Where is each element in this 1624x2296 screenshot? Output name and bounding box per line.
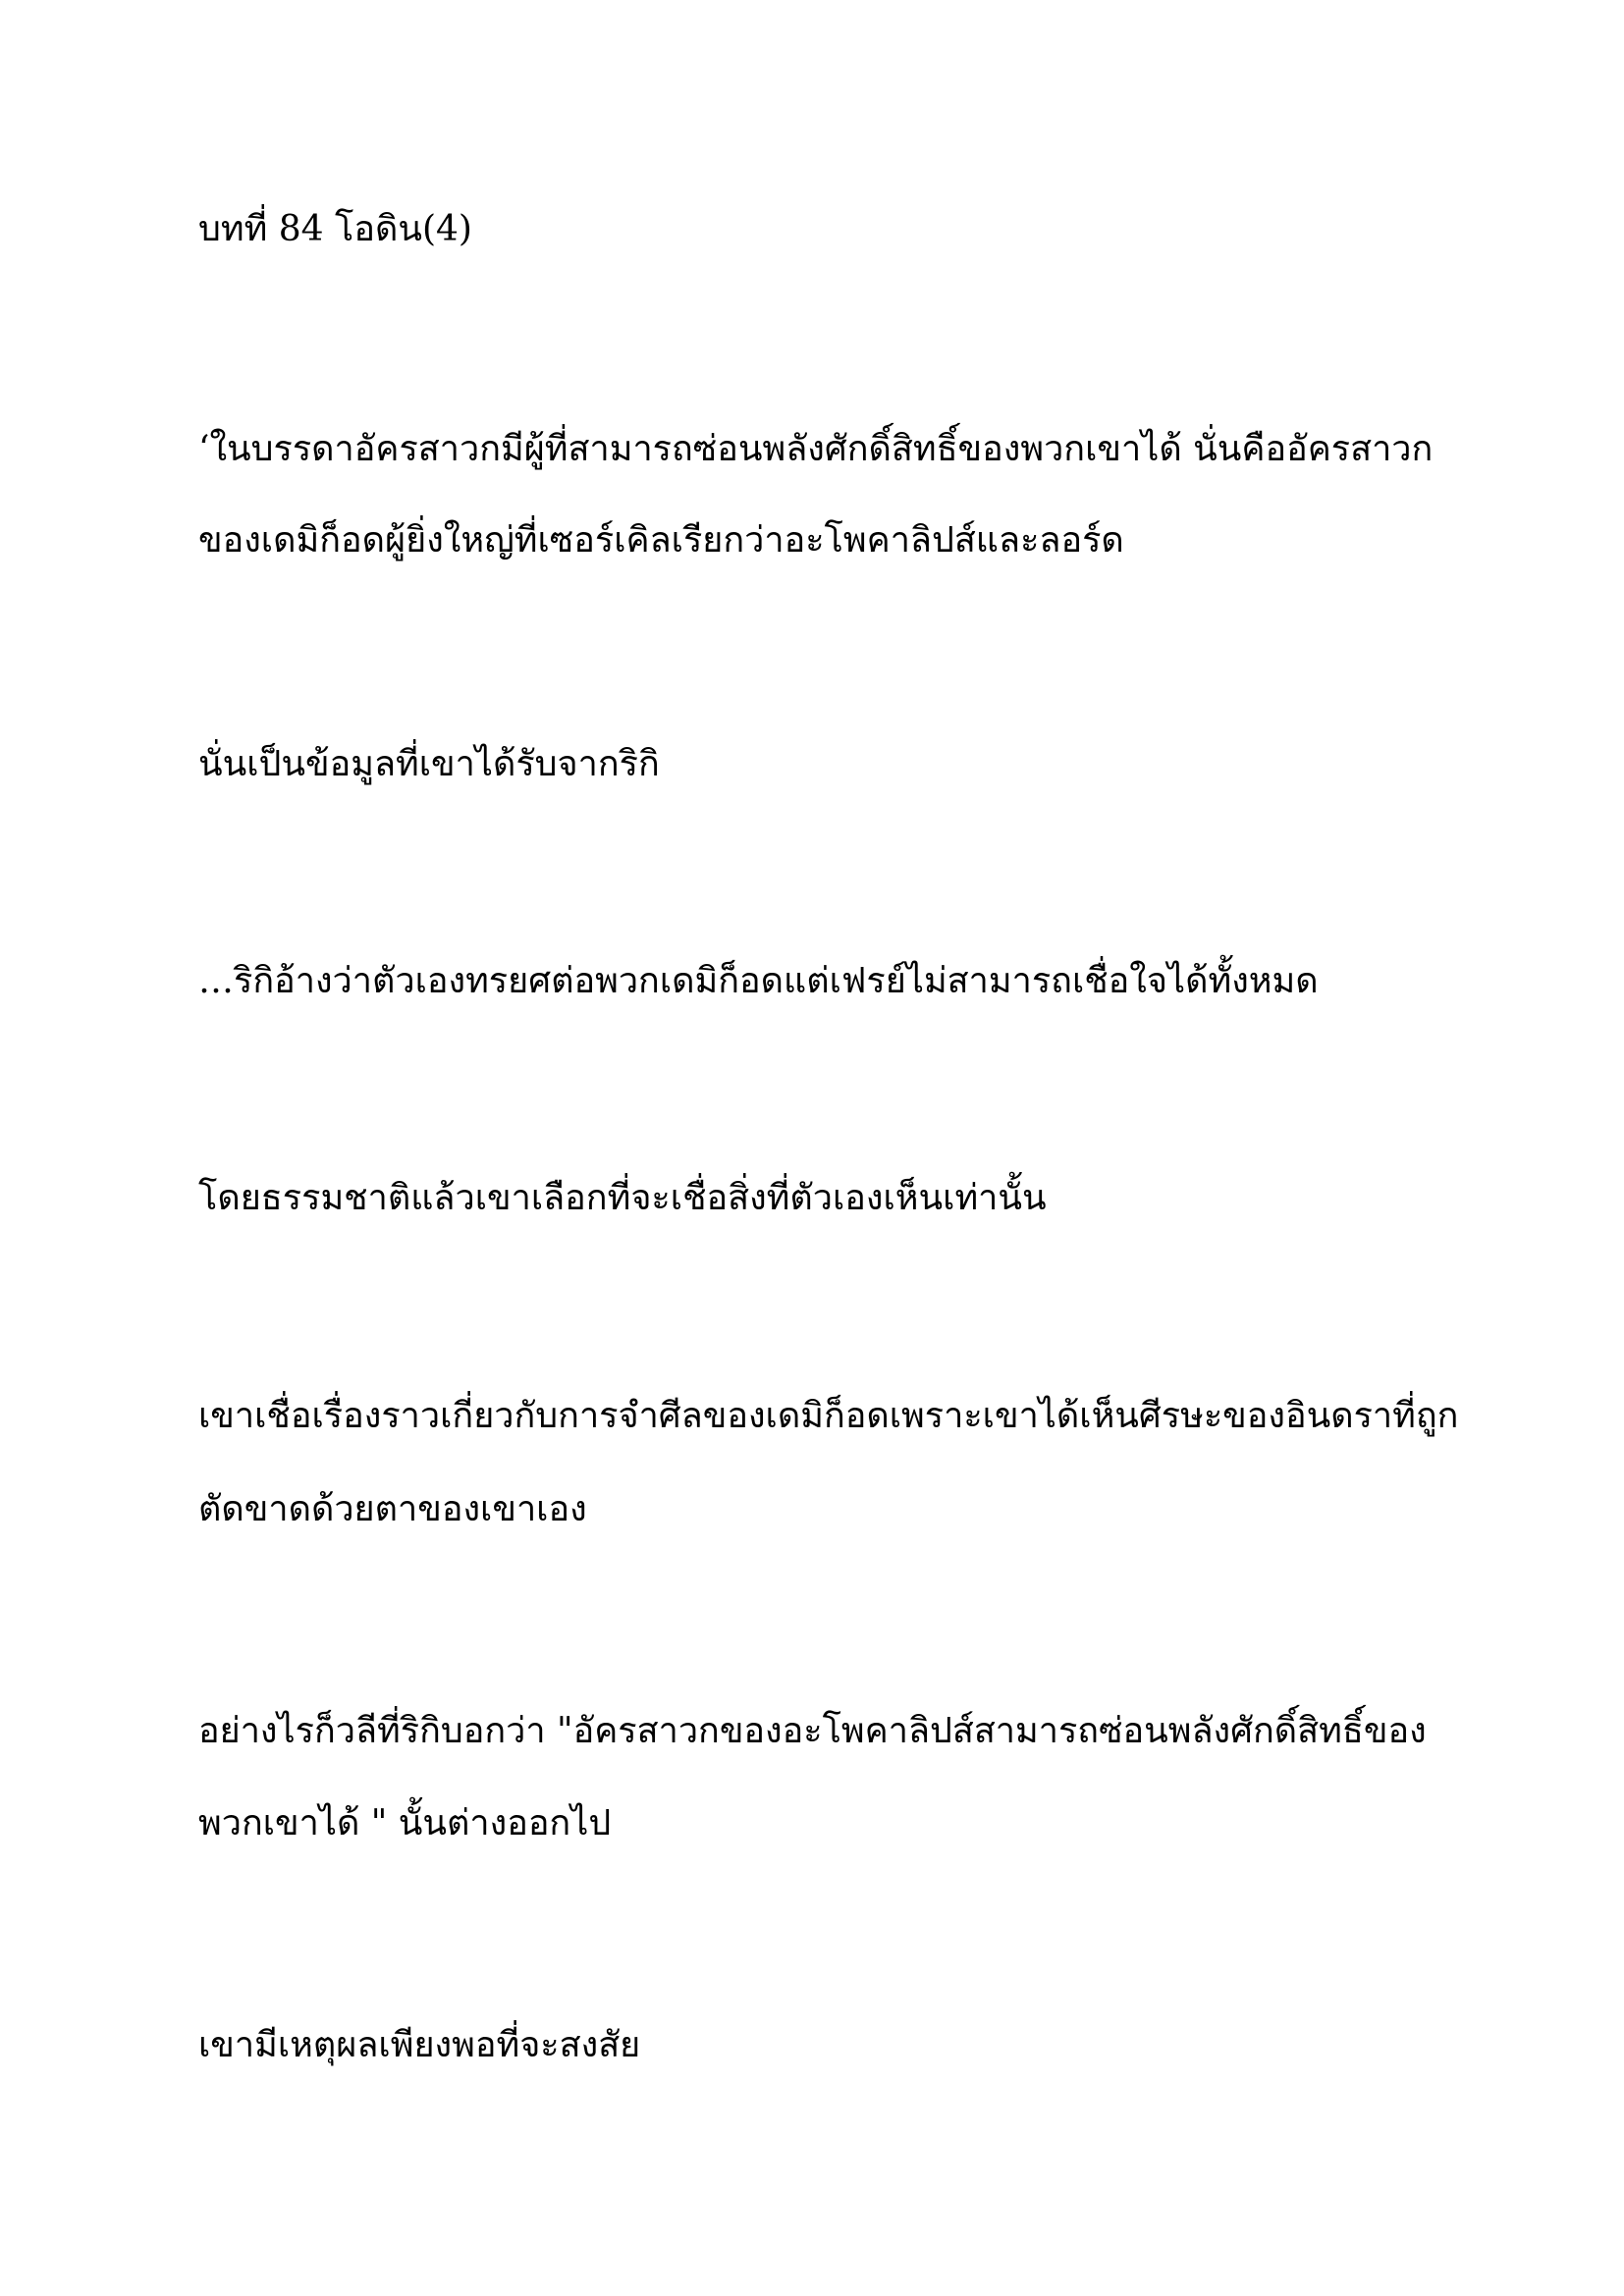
- paragraph-1-line-2: ของเดมิก็อดผู้ยิ่งใหญ่ที่เซอร์เคิลเรียกว่าอะโพคาลิปส์และลอร์ด: [198, 520, 1124, 561]
- paragraph-6-line-1: อย่างไรก็วลีที่ริกิบอกว่า "อัครสาวกของอะโพคาลิปส์สามารถซ่อนพลังศักดิ์สิทธิ์ของ: [198, 1711, 1427, 1751]
- paragraph-7-line-1: เขามีเหตุผลเพียงพอที่จะสงสัย: [198, 2025, 641, 2065]
- paragraph-5-line-2: ตัดขาดด้วยตาของเขาเอง: [198, 1489, 587, 1529]
- chapter-title: บทที่ 84 โอดิน(4): [198, 209, 472, 249]
- paragraph-1-line-1: ‘ในบรรดาอัครสาวกมีผู้ที่สามารถซ่อนพลังศักดิ์สิทธิ์ของพวกเขาได้ นั่นคืออัครสาวก: [198, 429, 1434, 469]
- paragraph-5-line-1: เขาเชื่อเรื่องราวเกี่ยวกับการจำศีลของเดมิก็อดเพราะเขาได้เห็นศีรษะของอินดราที่ถูก: [198, 1396, 1459, 1436]
- paragraph-2-line-1: นั่นเป็นข้อมูลที่เขาได้รับจากริกิ: [198, 744, 660, 784]
- paragraph-6-line-2: พวกเขาได้ " นั้นต่างออกไป: [198, 1803, 612, 1843]
- paragraph-4-line-1: โดยธรรมชาติแล้วเขาเลือกที่จะเชื่อสิ่งที่ตัวเองเห็นเท่านั้น: [198, 1178, 1047, 1218]
- paragraph-3-line-1: …ริกิอ้างว่าตัวเองทรยศต่อพวกเดมิก็อดแต่เฟรย์ไม่สามารถเชื่อใจได้ทั้งหมด: [198, 961, 1319, 1001]
